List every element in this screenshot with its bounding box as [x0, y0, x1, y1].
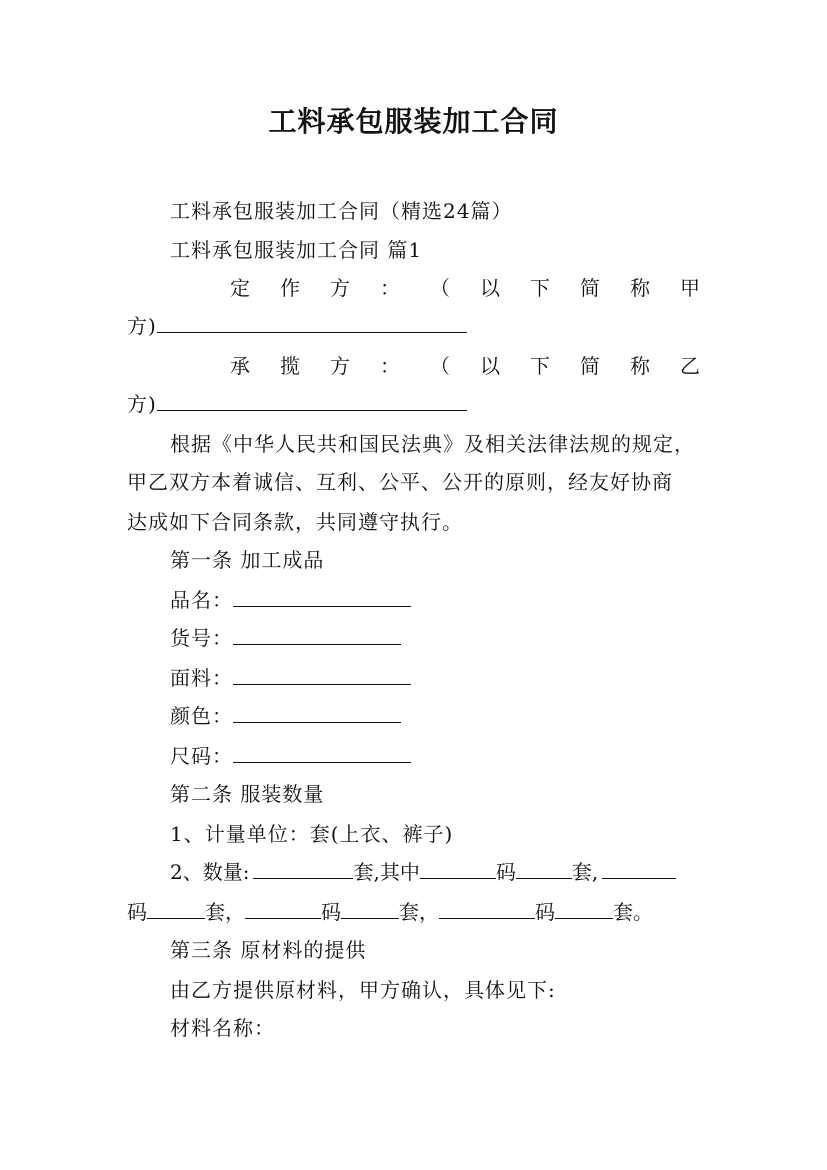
field-blank	[233, 624, 401, 645]
field-blank	[233, 586, 411, 607]
party-b-tail: 方)	[127, 392, 157, 416]
unit-text: 套	[205, 900, 225, 924]
party-b-char: 下	[530, 354, 550, 378]
party-a-char: 下	[530, 276, 550, 300]
party-a-char: 称	[630, 276, 650, 300]
article-heading: 工料承包服装加工合同 篇1	[170, 238, 423, 262]
party-a-char: 简	[580, 276, 600, 300]
intro-line: 根据《中华人民共和国民法典》及相关法律法规的规定，	[170, 432, 695, 456]
party-b-char: 以	[480, 354, 500, 378]
intro-line: 达成如下合同条款，共同遵守执行。	[127, 510, 463, 534]
qty-blank	[147, 898, 205, 919]
party-a-line	[230, 274, 700, 302]
party-b-blank-line	[127, 390, 467, 418]
party-a-tail: 方)	[127, 314, 157, 338]
unit-text: 套	[399, 900, 419, 924]
unit-text: 码	[321, 900, 341, 924]
qty-blank	[516, 858, 572, 879]
field-label: 面料：	[170, 666, 233, 690]
qty-blank	[341, 898, 399, 919]
document-subtitle: 工料承包服装加工合同（精选24篇）	[170, 199, 513, 223]
quantity-label: 2、数量:	[170, 860, 250, 884]
unit-text: 码	[495, 860, 516, 884]
material-name-line: 材料名称：	[170, 1016, 275, 1040]
field-row	[170, 664, 411, 692]
unit-text: 套	[571, 860, 592, 884]
field-row	[170, 624, 401, 652]
text: 。	[633, 900, 653, 924]
field-blank	[233, 702, 401, 723]
party-a-char: 甲	[680, 276, 700, 300]
party-a-char: 方	[330, 276, 350, 300]
unit-text: 套	[613, 900, 633, 924]
field-row	[170, 702, 401, 730]
qty-blank	[555, 898, 613, 919]
document-title: 工料承包服装加工合同	[268, 105, 559, 138]
quantity-blank	[253, 858, 353, 879]
party-a-blank-line	[127, 312, 467, 340]
text: ,	[591, 860, 599, 884]
unit-line: 1、计量单位：套(上衣、裤子)	[170, 822, 454, 846]
party-b-char: 称	[630, 354, 650, 378]
text: ,其中	[373, 860, 420, 884]
party-b-blank	[157, 390, 467, 411]
party-a-char: 作	[280, 276, 300, 300]
size-blank	[439, 898, 535, 919]
text: ，	[419, 900, 439, 924]
size-blank	[602, 858, 676, 879]
party-a-blank	[157, 312, 467, 333]
party-b-char: 方	[330, 354, 350, 378]
party-a-char: 以	[480, 276, 500, 300]
field-blank	[233, 742, 411, 763]
field-label: 品名：	[170, 588, 233, 612]
section-heading: 第三条 原材料的提供	[170, 938, 367, 962]
party-b-char: 承	[230, 354, 250, 378]
party-b-line	[230, 352, 700, 380]
quantity-line-continued	[127, 898, 653, 926]
party-a-char: （	[430, 276, 450, 300]
field-label: 颜色：	[170, 704, 233, 728]
party-b-char: ：	[380, 354, 400, 378]
field-label: 货号：	[170, 626, 233, 650]
field-row	[170, 742, 411, 770]
field-row	[170, 586, 411, 614]
text: ，	[225, 900, 245, 924]
section-heading: 第一条 加工成品	[170, 548, 325, 572]
party-b-char: 揽	[280, 354, 300, 378]
party-a-char: 定	[230, 276, 250, 300]
field-label: 尺码：	[170, 744, 233, 768]
unit-text: 码	[535, 900, 555, 924]
quantity-line	[170, 858, 676, 886]
unit-text: 套	[353, 860, 374, 884]
intro-line: 甲乙双方本着诚信、互利、公平、公开的原则，经友好协商	[127, 470, 673, 494]
size-blank	[245, 898, 321, 919]
size-blank	[420, 858, 496, 879]
section-heading: 第二条 服装数量	[170, 782, 325, 806]
party-b-char: 简	[580, 354, 600, 378]
field-blank	[233, 664, 411, 685]
party-a-char: ：	[380, 276, 400, 300]
party-b-char: （	[430, 354, 450, 378]
unit-text: 码	[127, 900, 147, 924]
material-line: 由乙方提供原材料，甲方确认，具体见下:	[170, 978, 556, 1002]
party-b-char: 乙	[680, 354, 700, 378]
